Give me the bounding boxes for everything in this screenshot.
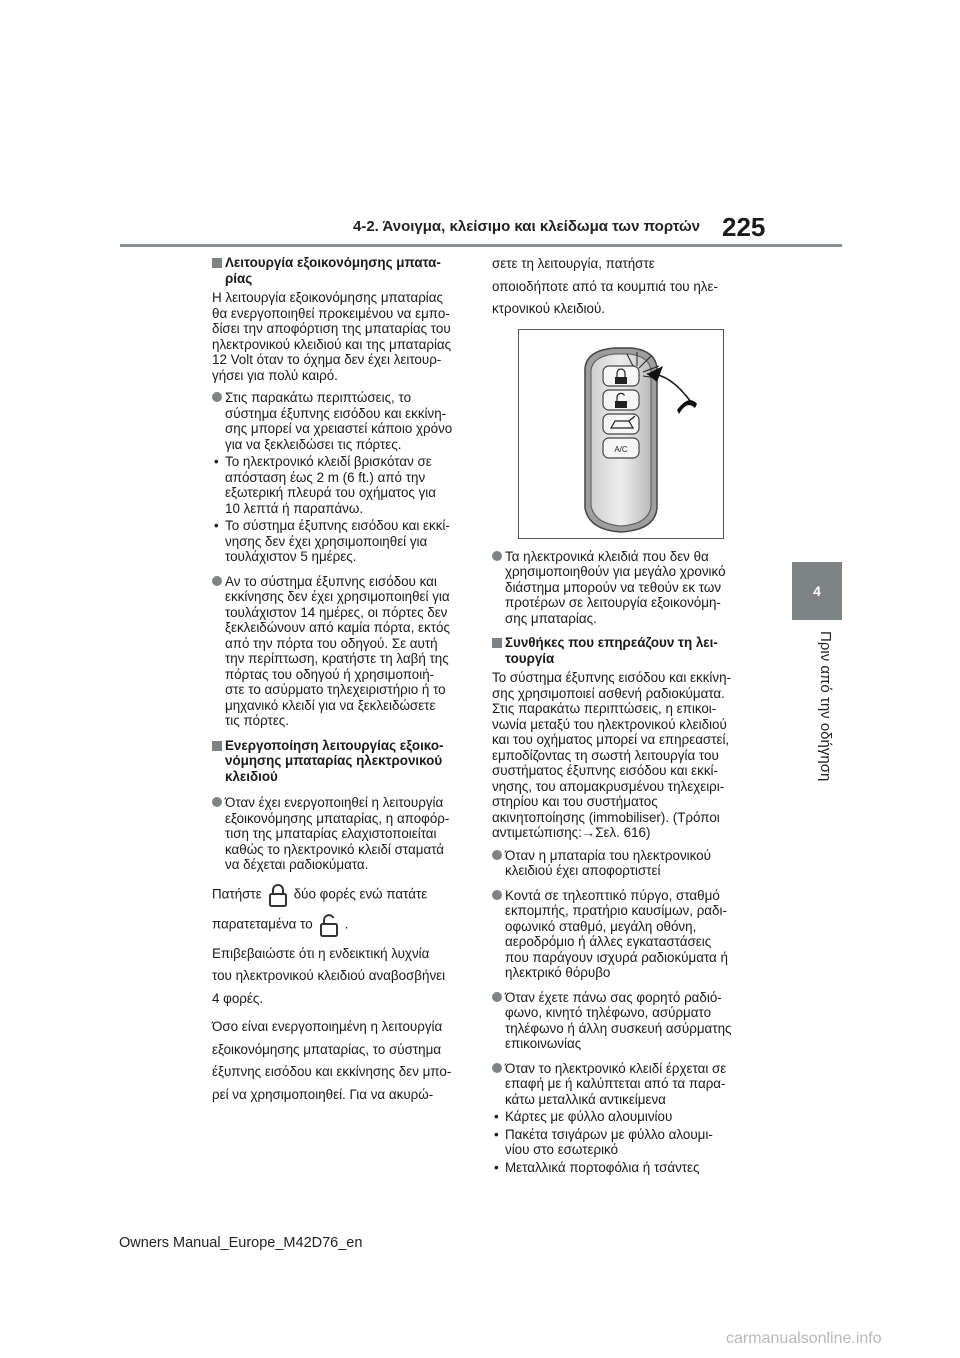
dot-marker: • (214, 518, 219, 533)
sub-item: • Πακέτα τσιγάρων με φύλλο αλουμι- νίου στο εσωτερικό (494, 1126, 713, 1157)
paragraph: Επιβεβαιώστε ότι η ενδεικτική λυχνία του ηλεκτρονικού κλειδιού αναβοσβήνει 4 φορές. (212, 945, 446, 1006)
dot-marker: • (494, 1159, 499, 1175)
section-heading: Συνθήκες που επηρεάζουν τη λει- τουργία (492, 635, 760, 666)
dot-marker: • (214, 454, 219, 469)
chapter-tab[interactable]: 4 (792, 562, 842, 620)
dot-marker: • (494, 1126, 499, 1142)
round-bullet-icon (212, 576, 222, 586)
bullet-item: Κοντά σε τηλεοπτικό πύργο, σταθμό εκπομπής, πρατήριο καυσίμων, ραδι- οφωνικό σταθμό, μεγάλη οθόνη, αεροδρόμιο ή άλλες εγκαταστάσεις που παράγουν ισχυρά ραδιοκύματα ή ηλεκτρικό θόρυβο (492, 888, 760, 981)
instruction-line: παρατεταμένα το . (212, 913, 470, 937)
ac-button-label: A/C (614, 444, 628, 454)
dot-marker: • (494, 1109, 499, 1124)
round-bullet-icon (492, 850, 502, 860)
chapter-label: Πριν από την οδήγηση (817, 631, 834, 782)
lock-icon (268, 883, 288, 907)
round-bullet-icon (212, 797, 222, 807)
bullet-item: Όταν έχει ενεργοποιηθεί η λειτουργία εξοικονόμησης μπαταρίας, η αποφόρ- τιση της μπαταρίας ελαχιστοποιείται καθώς το ηλεκτρονικό κλειδί σταματά να δέχεται ραδιοκύματα. (212, 795, 470, 873)
bullet-item: Όταν έχετε πάνω σας φορητό ραδιό- φωνο, κινητό τηλέφωνο, ασύρματο τηλέφωνο ή άλλη συσκευή ασύρματης επικοινωνίας (492, 990, 760, 1052)
bullet-item: Όταν η μπαταρία του ηλεκτρονικού κλειδιού έχει αποφορτιστεί (492, 848, 760, 879)
page-number: 225 (722, 212, 766, 242)
round-bullet-icon (492, 551, 502, 561)
page-reference-arrow: → (581, 825, 596, 840)
paragraph: σετε τη λειτουργία, πατήστε οποιοδήποτε από τα κουμπιά του ηλε- κτρονικού κλειδιού. (492, 256, 718, 316)
sub-item: • Το σύστημα έξυπνης εισόδου και εκκί- νησης δεν έχει χρησιμοποιηθεί για τουλάχιστον 5 ημέρες. (214, 518, 450, 564)
electronic-key-figure (518, 329, 724, 539)
sub-item: • Κάρτες με φύλλο αλουμινίου (494, 1109, 673, 1124)
unlock-icon (319, 913, 339, 937)
watermark[interactable]: carmanualsonline.info (726, 1330, 882, 1347)
square-bullet-icon (492, 638, 502, 648)
round-bullet-icon (492, 890, 502, 900)
bullet-item: Όταν το ηλεκτρονικό κλειδί έρχεται σε επαφή με ή καλύπτεται από τα παρα- κάτω μεταλλικά αντικείμενα (492, 1061, 760, 1108)
paragraph: Η λειτουργία εξοικονόμησης μπαταρίας θα ενεργοποιηθεί προκειμένου να εμπο- δίσει την αποφόρτιση της μπαταρίας του ηλεκτρονικού κλειδιού και της μπαταρίας 12 Volt όταν το όχημα δεν έχει λειτουρ- γήσει για πολύ καιρό. (212, 290, 452, 383)
footer-text: Owners Manual_Europe_M42D76_en (119, 1235, 363, 1251)
section-title: 4-2. Άνοιγμα, κλείσιμο και κλείδωμα των πορτών (353, 218, 700, 235)
round-bullet-icon (212, 392, 222, 402)
section-heading: Λειτουργία εξοικονόμησης μπατα- ρίας (212, 255, 470, 286)
left-column (212, 255, 470, 1112)
instruction-line: Πατήστε δύο φορές ενώ πατάτε (212, 883, 470, 907)
paragraph: Όσο είναι ενεργοποιημένη η λειτουργία εξοικονόμησης μπαταρίας, το σύστημα έξυπνης εισόδου και εκκίνησης δεν μπο- ρεί να χρησιμοποιηθεί. Για να ακυρώ- (212, 1019, 452, 1102)
sub-item: • Μεταλλικά πορτοφόλια ή τσάντες (494, 1159, 700, 1175)
right-column (492, 255, 760, 1177)
electronic-key-illustration (519, 330, 723, 538)
bullet-item: Τα ηλεκτρονικά κλειδιά που δεν θα χρησιμοποιηθούν για μεγάλο χρονικό διάστημα μπορούν να τεθούν εκ των προτέρων σε λειτουργία εξοικονόμη- σης μπαταρίας. (492, 549, 760, 627)
square-bullet-icon (212, 741, 222, 751)
page-reference[interactable]: Σελ. 616) (595, 825, 651, 840)
bullet-item: Αν το σύστημα έξυπνης εισόδου και εκκίνησης δεν έχει χρησιμοποιηθεί για τουλάχιστον 14 ημέρες, οι πόρτες δεν ξεκλειδώνουν από καμία πόρτα, εκτός από την πόρτα του οδηγού. Σε αυτή την περίπτωση, κρατήστε τη λαβή της πόρτας του οδηγού ή χρησιμοποιή- στε το ασύρματο τηλεχειριστήριο ή το μηχανικό κλειδί για να ξεκλειδώσετε τις πόρτες. (212, 574, 470, 729)
header-divider (120, 244, 842, 247)
bullet-item: Στις παρακάτω περιπτώσεις, το σύστημα έξυπνης εισόδου και εκκίνη- σης μπορεί να χρειαστεί κάποιο χρόνο για να ξεκλειδώσει τις πόρτες. (212, 390, 470, 452)
paragraph: Το σύστημα έξυπνης εισόδου και εκκίνη- σης χρησιμοποιεί ασθενή ραδιοκύματα. Στις παρακάτω περιπτώσεις, η επικοι- νωνία μεταξύ του ηλεκτρονικού κλειδιού και του οχήματος μπορεί να επηρεαστεί, εμποδίζοντας τη σωστή λειτουργία του συστήματος έξυπνης εισόδου και εκκί- νησης, του απομακρυσμένου τηλεχειρι- στηρίου και του συστήματος ακινητοποίησης (immobiliser). (Τρόποι αντιμετώπισης:→Σελ. 616) (492, 670, 731, 840)
sub-item: • Το ηλεκτρονικό κλειδί βρισκόταν σε απόσταση έως 2 m (6 ft.) από την εξωτερική πλευρά του οχήματος για 10 λεπτά ή παραπάνω. (214, 454, 436, 516)
section-heading: Ενεργοποίηση λειτουργίας εξοικο- νόμησης μπαταρίας ηλεκτρονικού κλειδιού (212, 738, 470, 785)
square-bullet-icon (212, 258, 222, 268)
round-bullet-icon (492, 1063, 502, 1073)
round-bullet-icon (492, 992, 502, 1002)
